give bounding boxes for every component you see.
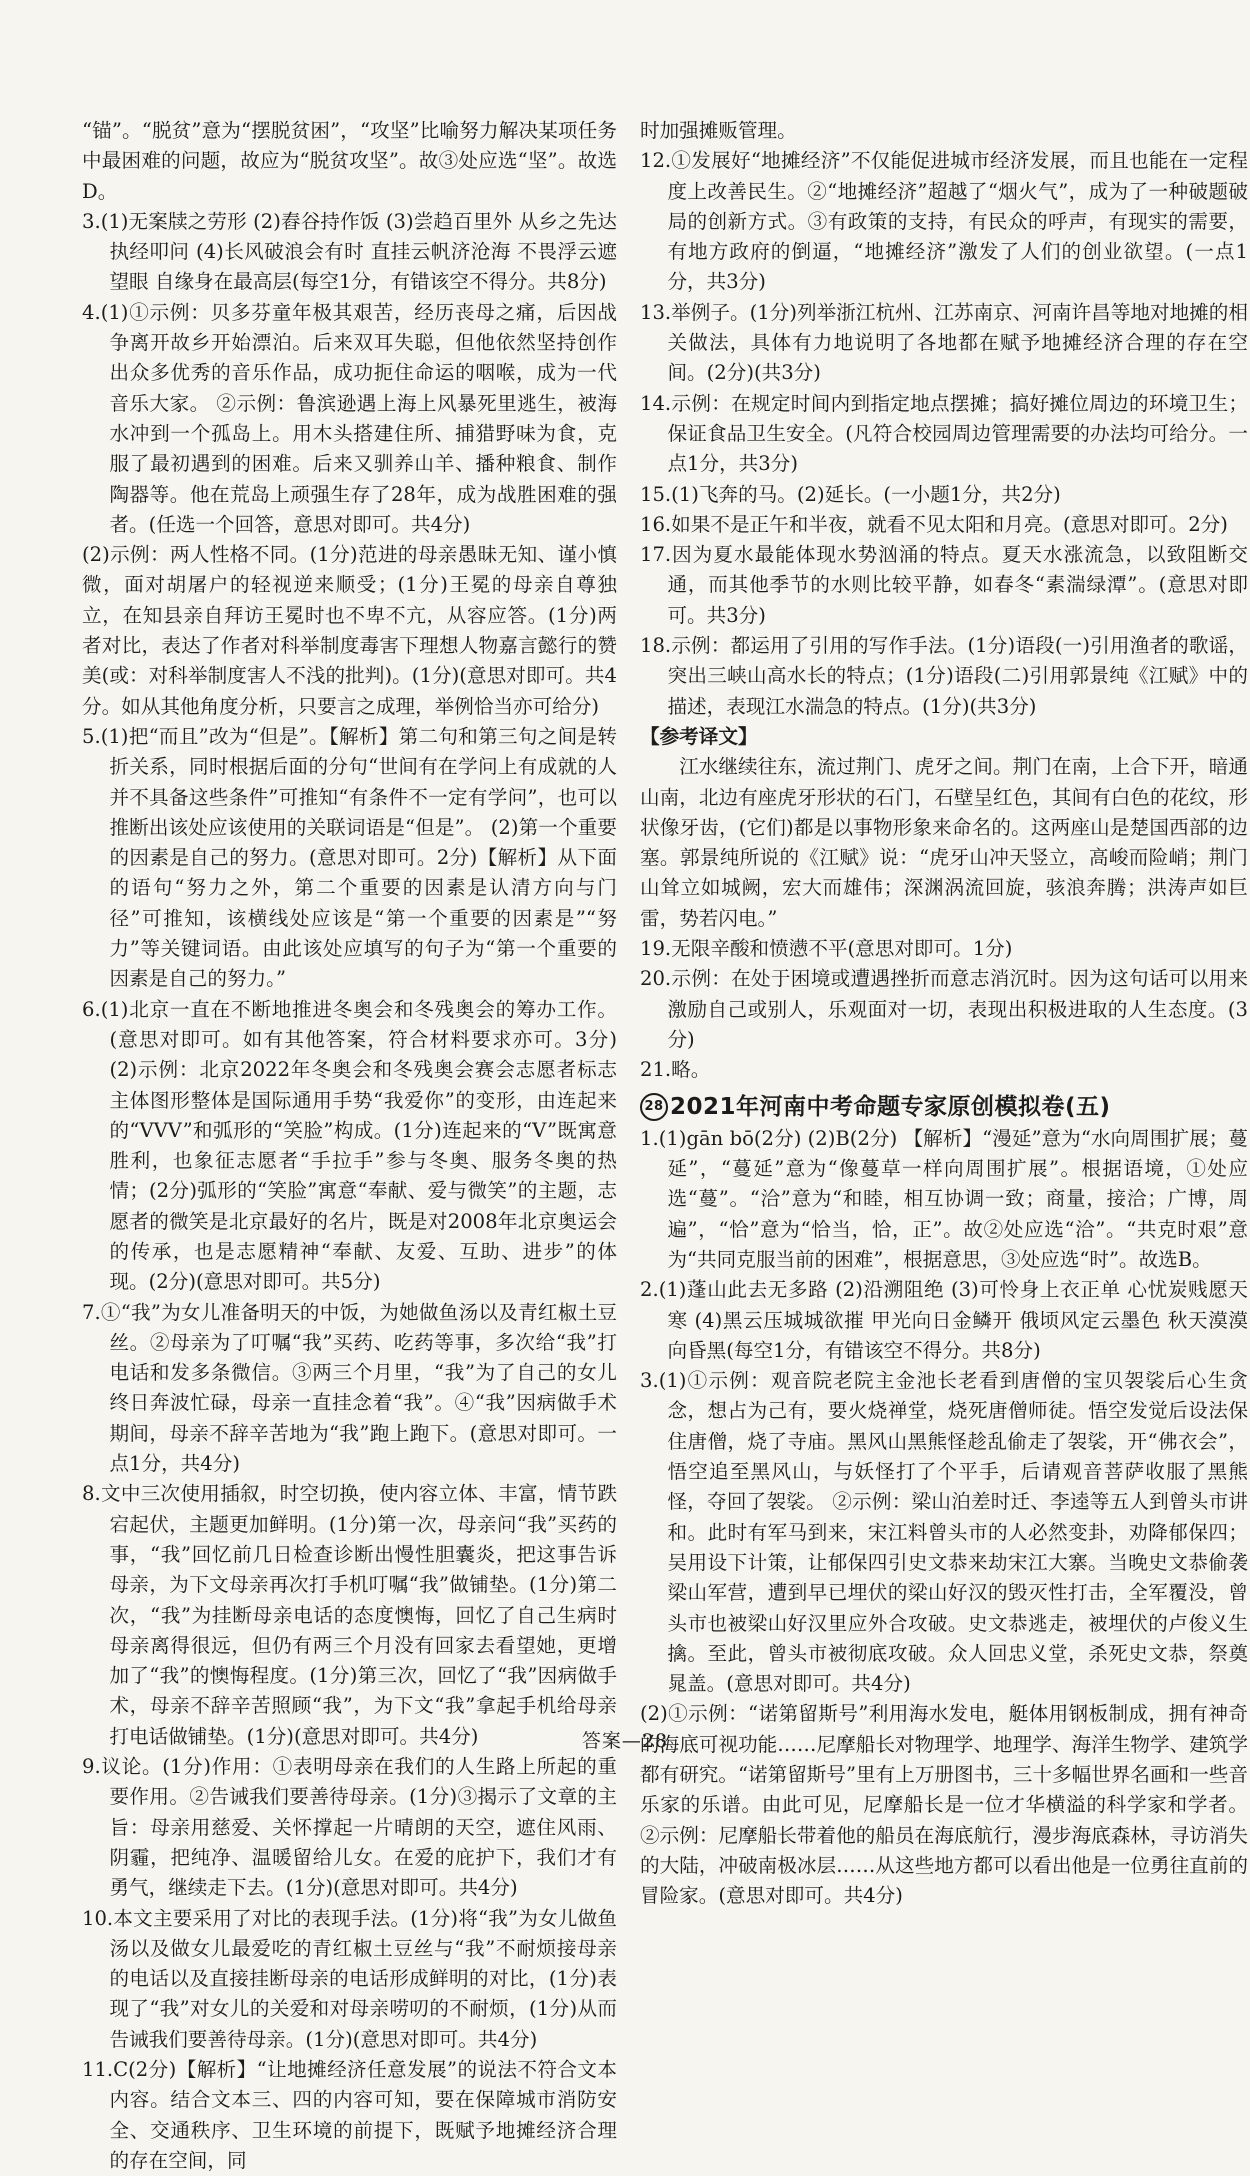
section-number-badge: 28	[640, 1093, 668, 1121]
answer-paragraph: 16.如果不是正午和半夜，就看不见太阳和月亮。(意思对即可。2分)	[640, 512, 1228, 536]
section-title-text: 2021年河南中考命题专家原创模拟卷(五)	[670, 1093, 1111, 1120]
answer-paragraph: 3.(1)无案牍之劳形 (2)舂谷持作饭 (3)尝趋百里外 从乡之先达执经叩问 (4)长风破浪会有时 直挂云帆济沧海 不畏浮云遮望眼 自缘身在最高层(每空1分，有错该空不得分。共8分)	[82, 209, 617, 294]
answer-paragraph: 6.(1)北京一直在不断地推进冬奥会和冬残奥会的筹办工作。(意思对即可。如有其他答案，符合材料要求亦可。3分) (2)示例：北京2022年冬奥会和冬残奥会赛会志愿者标志主体图形整体是国际通用手势“我爱你”的变形，由连起来的“VVV”和弧形的“笑脸”构成。(1分)连起来的“V”既寓意胜利，也象征志愿者“手拉手”参与冬奥、服务冬奥的热情；(2分)弧形的“笑脸”寓意“奉献、爱与微笑”的主题，志愿者的微笑是北京最好的名片，既是对2008年北京奥运会的传承，也是志愿精神“奉献、友爱、互助、进步”的体现。(2分)(意思对即可。共5分)	[82, 997, 617, 1294]
answer-paragraph: 20.示例：在处于困境或遭遇挫折而意志消沉时。因为这句话可以用来激励自己或别人，乐观面对一切，表现出积极进取的人生态度。(3分)	[640, 967, 1248, 1051]
answer-paragraph: 时加强摊贩管理。	[640, 119, 797, 142]
answer-paragraph: 17.因为夏水最能体现水势汹涌的特点。夏天水涨流急，以致阻断交通，而其他季节的水则比较平静，如春冬“素湍绿潭”。(意思对即可。共3分)	[640, 543, 1248, 627]
answer-paragraph: 3.(1)①示例：观音院老院主金池长老看到唐僧的宝贝袈裟后心生贪念，想占为己有，要火烧禅堂，烧死唐僧师徒。悟空发觉后设法保住唐僧，烧了寺庙。黑风山黑熊怪趁乱偷走了袈裟，开“佛衣会”，悟空追至黑风山，与妖怪打了个平手，后请观音菩萨收服了黑熊怪，夺回了袈裟。 ②示例：梁山泊差时迁、李逵等五人到曾头市讲和。此时有军马到来，宋江料曾头市的人必然变卦，劝降郁保四；吴用设下计策，让郁保四引史文恭来劫宋江大寨。当晚史文恭偷袭梁山军营，遭到早已埋伏的梁山好汉的毁灭性打击，全军覆没，曾头市也被梁山好汉里应外合攻破。史文恭逃走，被埋伏的卢俊义生擒。至此，曾头市被彻底攻破。众人回忠义堂，杀死史文恭，祭奠晁盖。(意思对即可。共4分)	[640, 1369, 1248, 1696]
answer-paragraph: 8.文中三次使用插叙，时空切换，使内容立体、丰富，情节跌宕起伏，主题更加鲜明。(1分)第一次，母亲问“我”买药的事，“我”回忆前几日检查诊断出慢性胆囊炎，把这事告诉母亲，为下文母亲再次打手机叮嘱“我”做铺垫。(1分)第二次，“我”为挂断母亲电话的态度懊悔，回忆了自己生病时母亲离得很远，但仍有两三个月没有回家去看望她，更增加了“我”的懊悔程度。(1分)第三次，回忆了“我”因病做手术，母亲不辞辛苦照顾“我”，为下文“我”拿起手机给母亲打电话做铺垫。(1分)(意思对即可。共4分)	[82, 1482, 617, 1748]
answer-paragraph: 2.(1)蓬山此去无多路 (2)沿溯阻绝 (3)可怜身上衣正单 心忧炭贱愿天寒 (4)黑云压城城欲摧 甲光向日金鳞开 俄顷风定云墨色 秋天漠漠向昏黑(每空1分，有错该空不得分。共8分)	[640, 1278, 1248, 1362]
answer-paragraph: 9.议论。(1分)作用：①表明母亲在我们的人生路上所起的重要作用。②告诫我们要善待母亲。(1分)③揭示了文章的主旨：母亲用慈爱、关怀撑起一片晴朗的天空，遮住风雨、阴霾，把纯净、温暖留给儿女。在爱的庇护下，我们才有勇气，继续走下去。(1分)(意思对即可。共4分)	[82, 1755, 617, 1900]
answer-paragraph: 10.本文主要采用了对比的表现手法。(1分)将“我”为女儿做鱼汤以及做女儿最爱吃的青红椒土豆丝与“我”不耐烦接母亲的电话以及直接挂断母亲的电话形成鲜明的对比，(1分)表现了“我”对女儿的关爱和对母亲唠叨的不耐烦，(1分)从而告诫我们要善待母亲。(1分)(意思对即可。共4分)	[82, 1906, 617, 2051]
answer-paragraph: 7.①“我”为女儿准备明天的中饭，为她做鱼汤以及青红椒土豆丝。②母亲为了叮嘱“我”买药、吃药等事，多次给“我”打电话和发多条微信。③两三个月里，“我”为了自己的女儿终日奔波忙碌，母亲一直挂念着“我”。④“我”因病做手术期间，母亲不辞辛苦地为“我”跑上跑下。(意思对即可。一点1分，共4分)	[82, 1300, 617, 1476]
answer-paragraph: 12.①发展好“地摊经济”不仅能促进城市经济发展，而且也能在一定程度上改善民生。②“地摊经济”超越了“烟火气”，成为了一种破题破局的创新方式。③有政策的支持，有民众的呼声，有现实的需要，有地方政府的倒逼，“地摊经济”激发了人们的创业欲望。(一点1分，共3分)	[640, 149, 1248, 294]
answer-paragraph: 15.(1)飞奔的马。(2)延长。(一小题1分，共2分)	[640, 482, 1061, 506]
answer-paragraph: 21.略。	[640, 1058, 711, 1082]
answer-paragraph: (2)示例：两人性格不同。(1分)范进的母亲愚昧无知、谨小慎微，面对胡屠户的轻视逆来顺受；(1分)王冕的母亲自尊独立，在知县亲自拜访王冕时也不卑不亢，从容应答。(1分)两者对比，表达了作者对科举制度毒害下理想人物嘉言懿行的赞美(或：对科举制度害人不浅的批判)。(1分)(意思对即可。共4分。如从其他角度分析，只要言之成理，举例恰当亦可给分)	[82, 543, 617, 718]
answer-paragraph: (2)①示例：“诺第留斯号”利用海水发电，艇体用钢板制成，拥有神奇的海底可视功能……尼摩船长对物理学、地理学、海洋生物学、建筑学都有研究。“诺第留斯号”里有上万册图书，三十多幅世界名画和一些音乐家的乐谱。由此可见，尼摩船长是一位才华横溢的科学家和学者。 ②示例：尼摩船长带着他的船员在海底航行，漫步海底森林，寻访消失的大陆，冲破南极冰层……从这些地方都可以看出他是一位勇往直前的冒险家。(意思对即可。共4分)	[640, 1702, 1248, 1908]
answer-paragraph: 5.(1)把“而且”改为“但是”。【解析】第二句和第三句之间是转折关系，同时根据后面的分句“世间有在学问上有成就的人并不具备这些条件”可推知“有条件不一定有学问”，也可以推断出该处应该使用的关联词语是“但是”。 (2)第一个重要的因素是自己的努力。(意思对即可。2分)【解析】从下面的语句“努力之外，第二个重要的因素是认清方向与门径”可推知，该横线处应该是“第一个重要的因素是”“努力”等关键词语。由此该处应填写的句子为“第一个重要的因素是自己的努力。”	[82, 724, 617, 991]
answer-paragraph: 13.举例子。(1分)列举浙江杭州、江苏南京、河南许昌等地对地摊的相关做法，具体有力地说明了各地都在赋予地摊经济合理的存在空间。(2分)(共3分)	[640, 300, 1248, 385]
answer-paragraph: 4.(1)①示例：贝多芬童年极其艰苦，经历丧母之痛，后因战争离开故乡开始漂泊。后来双耳失聪，但他依然坚持创作出众多优秀的音乐作品，成功扼住命运的咽喉，成为一代音乐大家。 ②示例：鲁滨逊遇上海上风暴死里逃生，被海水冲到一个孤岛上。用木头搭建住所、捕猎野味为食，克服了最初遇到的困难。后来又驯养山羊、播种粮食、制作陶器等。他在荒岛上顽强生存了28年，成为战胜困难的强者。(任选一个回答，意思对即可。共4分)	[82, 300, 617, 536]
page-footer: 答案—28	[581, 1730, 669, 1752]
section-title	[640, 1092, 1248, 1122]
answer-paragraph: 1.(1)gān bō(2分) (2)B(2分) 【解析】“漫延”意为“水向周围扩展；蔓延”，“蔓延”意为“像蔓草一样向周围扩展”。根据语境，①处应选“蔓”。“洽”意为“和睦，相互协调一致；商量，接洽；广博，周遍”，“恰”意为“恰当，恰，正”。故②处应选“洽”。“共克时艰”意为“共同克服当前的困难”，根据意思，③处应选“时”。故选B。	[640, 1126, 1248, 1271]
right-column	[640, 116, 1248, 1912]
reference-translation-heading: 【参考译文】	[640, 724, 758, 748]
answer-paragraph: 14.示例：在规定时间内到指定地点摆摊；搞好摊位周边的环境卫生；保证食品卫生安全。(凡符合校园周边管理需要的办法均可给分。一点1分，共3分)	[640, 391, 1248, 476]
left-column	[82, 116, 617, 2176]
reference-translation-text: 江水继续往东，流过荆门、虎牙之间。荆门在南，上合下开，暗通山南，北边有座虎牙形状的石门，石壁呈红色，其间有白色的花纹，形状像牙齿，(它们)都是以事物形象来命名的。这两座山是楚国西部的边塞。郭景纯所说的《江赋》说：“虎牙山冲天竖立，高峻而险峭；荆门山耸立如城阙，宏大而雄伟；深渊涡流回旋，骇浪奔腾；洪涛声如巨雷，势若闪电。”	[640, 755, 1248, 930]
answer-paragraph: 19.无限辛酸和愤懑不平(意思对即可。1分)	[640, 937, 1013, 961]
answer-paragraph: “锚”。“脱贫”意为“摆脱贫困”，“攻坚”比喻努力解决某项任务中最困难的问题，故应为“脱贫攻坚”。故③处应选“坚”。故选D。	[82, 119, 617, 203]
answer-paragraph: 18.示例：都运用了引用的写作手法。(1分)语段(一)引用渔者的歌谣，突出三峡山高水长的特点；(1分)语段(二)引用郭景纯《江赋》中的描述，表现江水湍急的特点。(1分)(共3分)	[640, 634, 1248, 718]
answer-paragraph: 11.C(2分)【解析】“让地摊经济任意发展”的说法不符合文本内容。结合文本三、四的内容可知，要在保障城市消防安全、交通秩序、卫生环境的前提下，既赋予地摊经济合理的存在空间，同	[82, 2058, 617, 2172]
